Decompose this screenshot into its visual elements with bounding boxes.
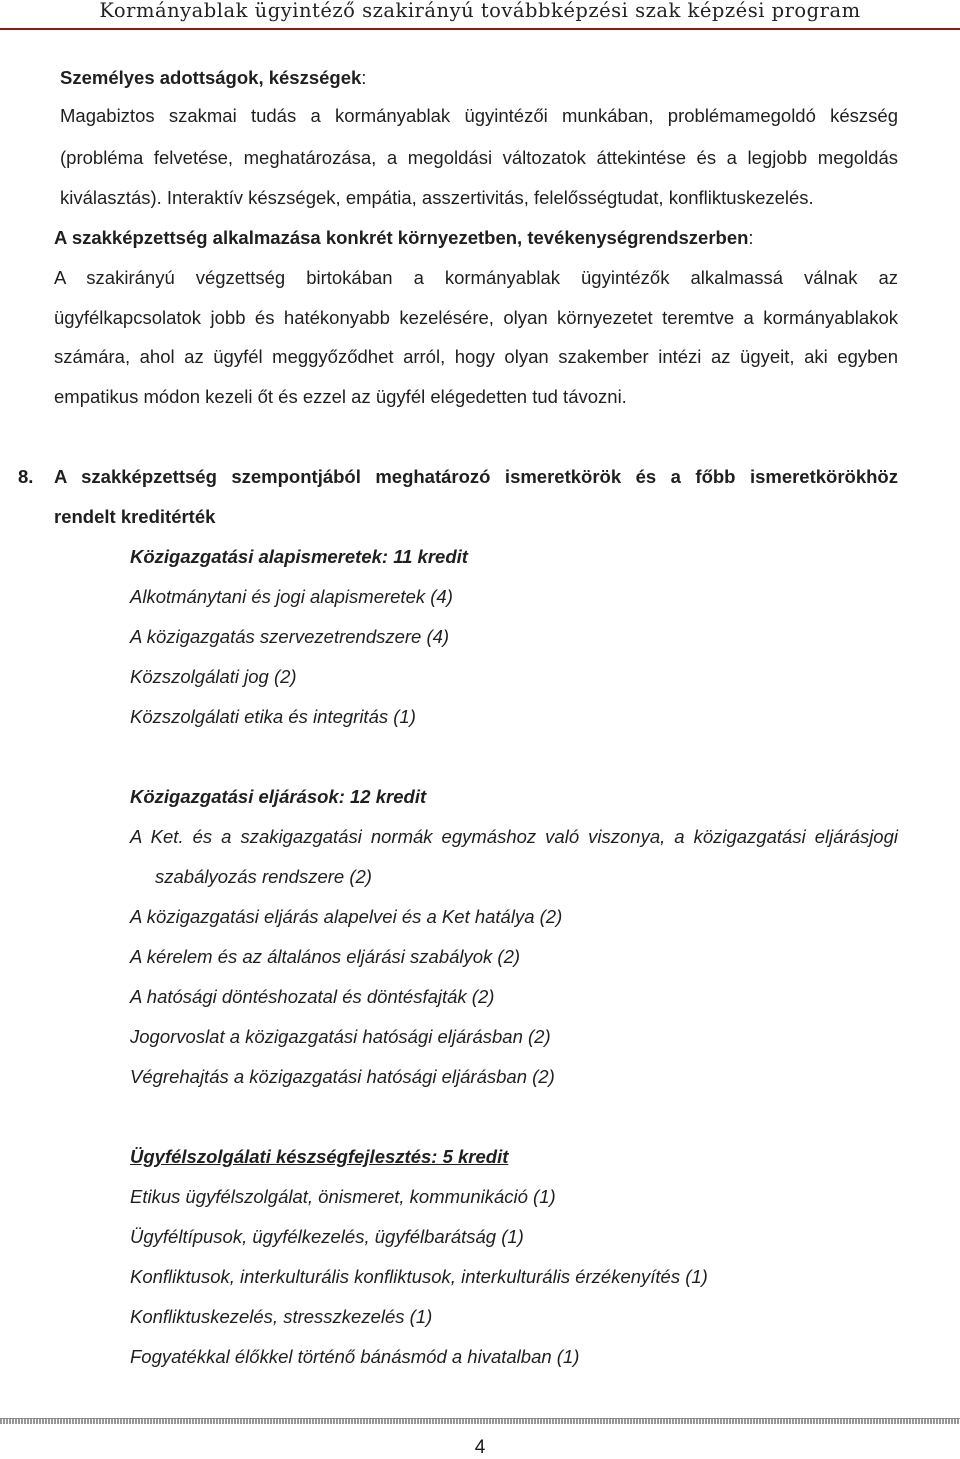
list-item-continuation: szabályozás rendszere (2) <box>155 866 372 887</box>
list-item: Ügyféltípusok, ügyfélkezelés, ügyfélbarátság (1) <box>130 1226 524 1247</box>
list-item: Végrehajtás a közigazgatási hatósági eljárásban (2) <box>130 1066 555 1087</box>
group-heading-basics: Közigazgatási alapismeretek: 11 kredit <box>130 546 468 567</box>
competences-line-1: Magabiztos szakmai tudás a kormányablak ügyintézői munkában, problémamegoldó készség <box>60 105 898 126</box>
application-line-1: A szakirányú végzettség birtokában a kormányablak ügyintézők alkalmassá válnak az <box>54 267 898 288</box>
page-header-title: Kormányablak ügyintéző szakirányú továbbképzési szak képzési program <box>99 0 861 22</box>
section-number: 8. <box>18 466 34 487</box>
list-item: Közszolgálati jog (2) <box>130 666 297 687</box>
list-item: A Ket. és a szakigazgatási normák egymáshoz való viszonya, a közigazgatási eljárásjogi <box>130 826 898 847</box>
list-item: Fogyatékkal élőkkel történő bánásmód a hivatalban (1) <box>130 1346 580 1367</box>
competences-line-2: (probléma felvetése, meghatározása, a megoldási változatok áttekintése és a legjobb megoldás <box>60 147 898 168</box>
application-line-2: ügyfélkapcsolatok jobb és hatékonyabb kezelésére, olyan környezetet teremtve a kormányablakok <box>54 307 898 328</box>
list-item: A közigazgatás szervezetrendszere (4) <box>130 626 450 647</box>
footer-divider <box>0 1418 960 1424</box>
application-colon: : <box>748 227 754 248</box>
list-item: Közszolgálati etika és integritás (1) <box>130 706 416 727</box>
page-number: 4 <box>474 1437 486 1458</box>
competences-colon: : <box>361 67 367 88</box>
competences-heading-line <box>60 66 366 90</box>
list-item: A hatósági döntéshozatal és döntésfajták (2) <box>130 986 495 1007</box>
header-divider <box>0 28 960 30</box>
list-item: A kérelem és az általános eljárási szabályok (2) <box>130 946 521 967</box>
list-item: Alkotmánytani és jogi alapismeretek (4) <box>130 586 453 607</box>
list-item: Konfliktuskezelés, stresszkezelés (1) <box>130 1306 433 1327</box>
group-heading-customer-service: Ügyfélszolgálati készségfejlesztés: 5 kredit <box>130 1146 509 1167</box>
section-title-line-1: A szakképzettség szempontjából meghatározó ismeretkörök és a főbb ismeretkörökhöz <box>54 466 898 487</box>
list-item: Jogorvoslat a közigazgatási hatósági eljárásban (2) <box>130 1026 551 1047</box>
competences-line-3: kiválasztás). Interaktív készségek, empátia, asszertivitás, felelősségtudat, konfliktuskezelés. <box>60 187 814 208</box>
application-heading: A szakképzettség alkalmazása konkrét környezetben, tevékenységrendszerben <box>54 227 749 248</box>
list-item: A közigazgatási eljárás alapelvei és a Ket hatálya (2) <box>130 906 563 927</box>
list-item: Konfliktusok, interkulturális konfliktusok, interkulturális érzékenyítés (1) <box>130 1266 708 1287</box>
application-line-4: empatikus módon kezeli őt és ezzel az ügyfél elégedetten tud távozni. <box>54 386 627 407</box>
section-title-line-2: rendelt kreditérték <box>54 506 216 527</box>
application-line-3: számára, ahol az ügyfél meggyőződhet arról, hogy olyan szakember intézi az ügyeit, aki egyben <box>54 346 898 367</box>
competences-heading: Személyes adottságok, készségek <box>60 67 362 88</box>
group-heading-procedures: Közigazgatási eljárások: 12 kredit <box>130 786 427 807</box>
application-heading-line <box>54 226 754 250</box>
list-item: Etikus ügyfélszolgálat, önismeret, kommunikáció (1) <box>130 1186 556 1207</box>
